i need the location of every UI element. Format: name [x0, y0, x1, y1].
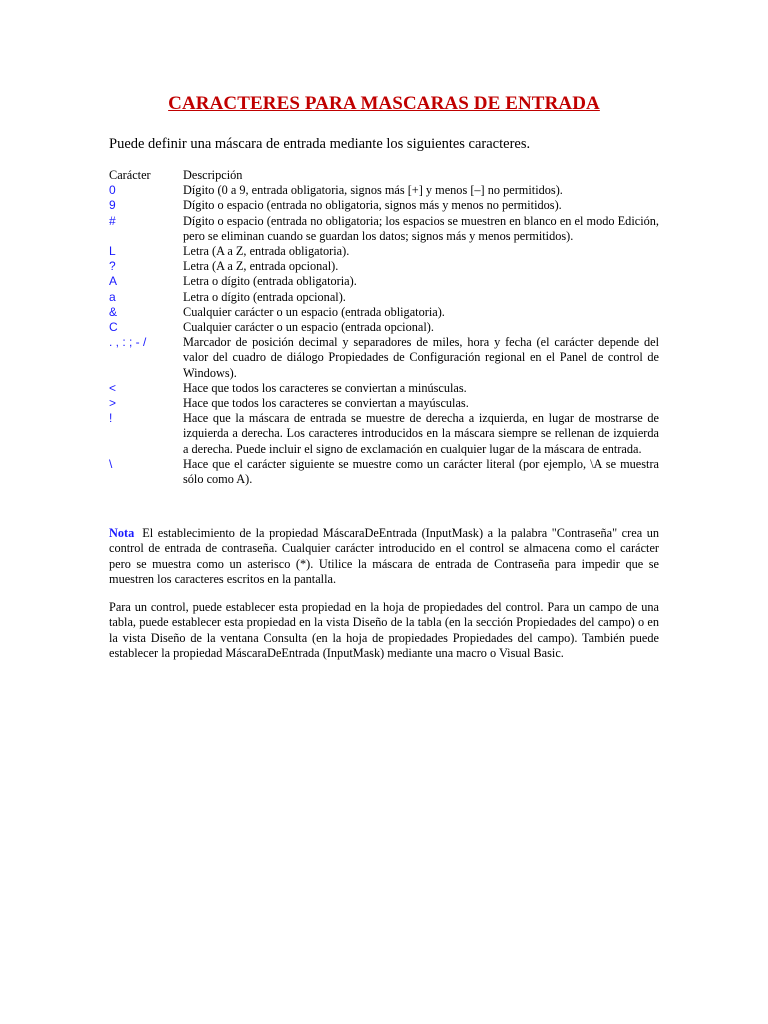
- header-description: Descripción: [183, 168, 243, 182]
- mask-character: <: [109, 380, 117, 395]
- mask-description: Dígito o espacio (entrada no obligatoria, signos más y menos no permitidos).: [183, 198, 562, 213]
- table-row: [109, 259, 659, 274]
- mask-character: C: [109, 320, 118, 335]
- mask-description: Hace que todos los caracteres se conviertan a minúsculas.: [183, 380, 467, 395]
- mask-characters-table: [109, 168, 659, 487]
- intro-text: Puede definir una máscara de entrada mediante los siguientes caracteres.: [109, 136, 531, 152]
- header-character: Carácter: [109, 168, 151, 182]
- mask-description: Dígito o espacio (entrada no obligatoria; los espacios se muestren en blanco en el modo Edición, pero se eliminan cuando se guardan los datos; signos más y menos permitidos).: [183, 213, 659, 243]
- mask-character: \: [109, 456, 113, 471]
- mask-character: !: [109, 411, 113, 426]
- mask-character: A: [109, 274, 118, 289]
- mask-description: Hace que el carácter siguiente se muestre como un carácter literal (por ejemplo, \A se muestra sólo como A).: [183, 456, 659, 487]
- page-title: CARACTERES PARA MASCARAS DE ENTRADA: [168, 93, 600, 114]
- mask-character: L: [109, 244, 116, 259]
- properties-paragraph: Para un control, puede establecer esta propiedad en la hoja de propiedades del control. Para un campo de una tabla, puede establecer esta propiedad en la vista Diseño de la tabla (en la sección Propiedades del campo) o en la vista Diseño de la ventana Consulta (en la hoja de propiedades Propiedades del campo). También puede establecer la propiedad MáscaraDeEntrada (InputMask) mediante una macro o Visual Basic.: [109, 600, 659, 661]
- mask-character: ?: [109, 259, 116, 274]
- mask-description: Dígito (0 a 9, entrada obligatoria, signos más [+] y menos [–] no permitidos).: [183, 183, 563, 198]
- table-row: [109, 305, 659, 320]
- table-row: [109, 214, 659, 244]
- table-row: [109, 290, 659, 305]
- mask-description: Letra (A a Z, entrada opcional).: [183, 259, 339, 274]
- note-paragraph: [109, 526, 659, 588]
- mask-description: Letra o dígito (entrada obligatoria).: [183, 274, 357, 289]
- table-row: [109, 457, 659, 487]
- mask-description: Cualquier carácter o un espacio (entrada obligatoria).: [183, 304, 445, 319]
- mask-character: >: [109, 396, 117, 411]
- mask-character: #: [109, 213, 116, 228]
- mask-character: a: [109, 289, 116, 304]
- table-row: [109, 274, 659, 289]
- mask-character: &: [109, 304, 118, 319]
- table-row: [109, 244, 659, 259]
- table-row: [109, 198, 659, 213]
- table-row: [109, 335, 659, 381]
- mask-description: Letra (A a Z, entrada obligatoria).: [183, 244, 350, 259]
- mask-description: Hace que todos los caracteres se conviertan a mayúsculas.: [183, 396, 469, 411]
- mask-description: Marcador de posición decimal y separadores de miles, hora y fecha (el carácter depende del valor del cuadro de diálogo Propiedades de Configuración regional en el Panel de control de Windows).: [183, 335, 659, 380]
- table-row: [109, 411, 659, 457]
- table-row: [109, 381, 659, 396]
- mask-description: Letra o dígito (entrada opcional).: [183, 289, 346, 304]
- table-row: [109, 320, 659, 335]
- note-text: El establecimiento de la propiedad MáscaraDeEntrada (InputMask) a la palabra "Contraseña" crea un control de entrada de contraseña. Cualquier carácter introducido en el control se almacena como el carácter pero se muestra como un asterisco (*). Utilice la máscara de entrada de Contraseña para impedir que se muestren los caracteres escritos en la pantalla.: [109, 526, 659, 587]
- table-header-row: [109, 168, 659, 183]
- mask-character: 9: [109, 198, 116, 213]
- note-label: Nota: [109, 526, 135, 540]
- mask-character: 0: [109, 183, 116, 198]
- mask-description: Hace que la máscara de entrada se muestre de derecha a izquierda, en lugar de mostrarse de izquierda a derecha. Los caracteres introducidos en la máscara siempre se rellenan de izquierda a derecha. Puede incluir el signo de exclamación en cualquier lugar de la máscara de entrada.: [183, 411, 659, 456]
- table-row: [109, 183, 659, 198]
- mask-description: Cualquier carácter o un espacio (entrada opcional).: [183, 320, 434, 335]
- table-row: [109, 396, 659, 411]
- mask-character: . , : ; - /: [109, 335, 147, 350]
